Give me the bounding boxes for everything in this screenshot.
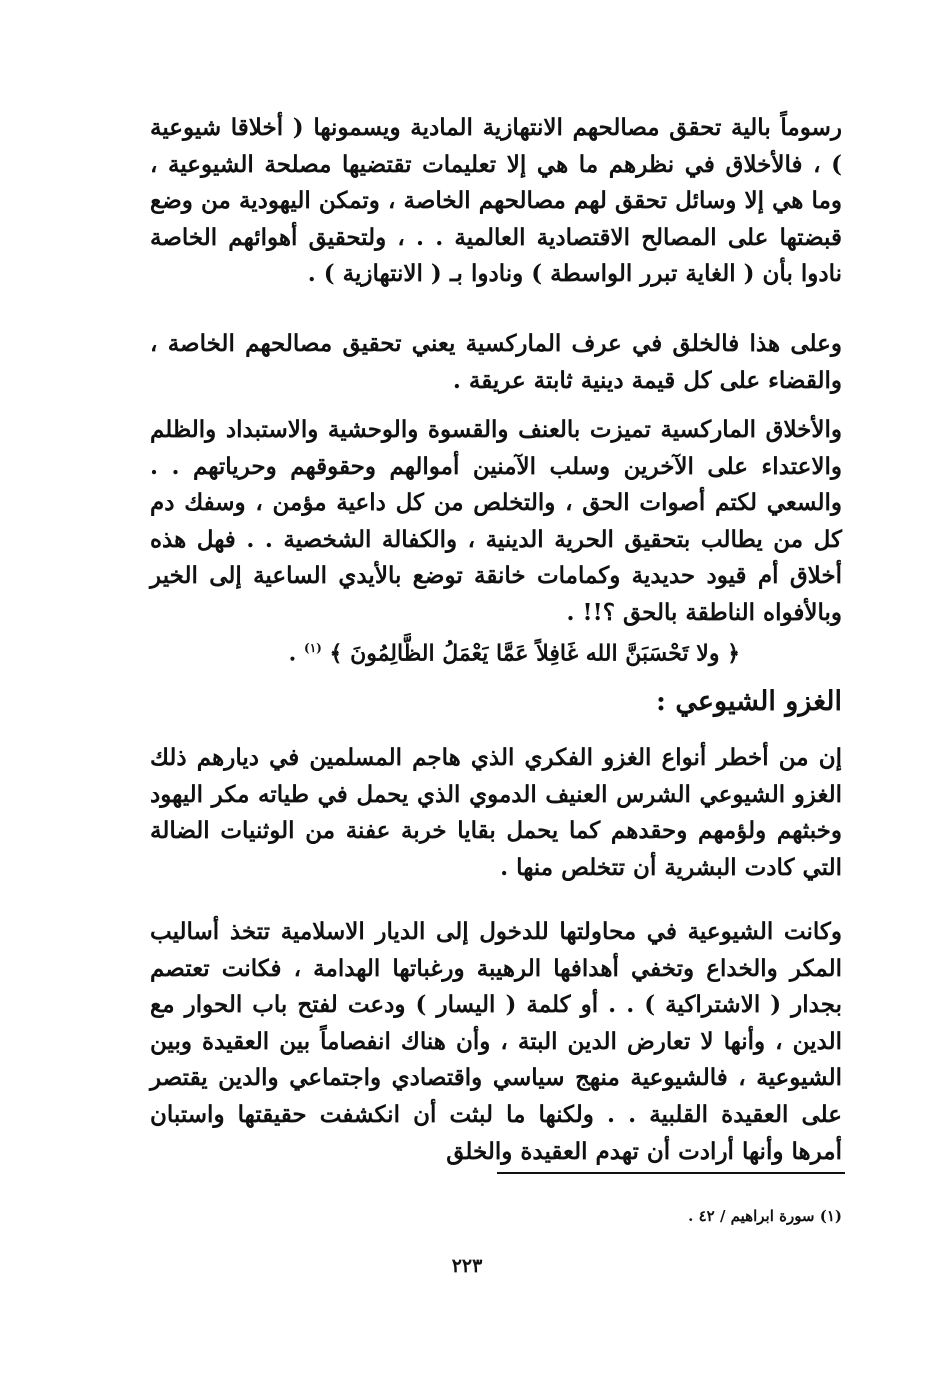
quran-verse	[150, 628, 740, 673]
footnote: (١) سورة ابراهيم / ٤٢ .	[688, 1207, 842, 1225]
paragraph-4: إن من أخطر أنواع الغزو الفكري الذي هاجم المسلمين في ديارهم ذلك الغزو الشيوعي الشرس العنيف الدموي الذي يحمل في طياته مكر اليهود وخبثهم ولؤمهم وحقدهم كما يحمل بقايا خربة عفنة من الوثنيات الضالة التي كادت البشرية أن تتخلص منها .	[150, 744, 842, 881]
verse-text: ﴿ ولا تَحْسَبَنَّ الله غَافِلاً عَمَّا يَعْمَلُ الظَّالِمُونَ ﴾	[329, 640, 740, 667]
paragraph-2: وعلى هذا فالخلق في عرف الماركسية يعني تحقيق مصالحهم الخاصة ، والقضاء على كل قيمة دينية ثابتة عريقة .	[150, 330, 842, 394]
section-heading: الغزو الشيوعي :	[656, 686, 842, 717]
paragraph-1: رسوماً بالية تحقق مصالحهم الانتهازية المادية ويسمونها ( أخلاقا شيوعية ) ، فالأخلاق في نظرهم ما هي إلا تعليمات تقتضيها مصلحة الشيوعية ، وما هي إلا وسائل تحقق لهم مصالحهم الخاصة ، وتمكن اليهودية من وضع قبضتها على المصالح الاقتصادية العالمية . . ، ولتحقيق أهوائهم الخاصة نادوا بأن ( الغاية تبرر الواسطة ) ونادوا بـ ( الانتهازية ) .	[150, 114, 842, 288]
footnote-divider	[497, 1172, 845, 1174]
page-number: ٢٢٣	[451, 1255, 483, 1277]
paragraph-5: وكانت الشيوعية في محاولتها للدخول إلى الديار الاسلامية تتخذ أساليب المكر والخداع وتخفي أهدافها الرهيبة ورغباتها الهدامة ، فكانت تعتصم بجدار ( الاشتراكية ) . . أو كلمة ( اليسار ) ودعت لفتح باب الحوار مع الدين ، وأنها لا تعارض الدين البتة ، وأن هناك انفصاماً بين العقيدة وبين الشيوعية ، فالشيوعية منهج سياسي واقتصادي واجتماعي والدين يقتصر على العقيدة القلبية . . ولكنها ما لبثت أن انكشفت حقيقتها واستبان أمرها وأنها أرادت أن تهدم العقيدة والخلق	[150, 918, 842, 1165]
paragraph-3: والأخلاق الماركسية تميزت بالعنف والقسوة والوحشية والاستبداد والظلم والاعتداء على الآخرين وسلب الآمنين أموالهم وحقوقهم وحرياتهم . . والسعي لكتم أصوات الحق ، والتخلص من كل داعية مؤمن ، وسفك دم كل من يطالب بتحقيق الحرية الدينية ، والكفالة الشخصية . . فهل هذه أخلاق أم قيود حديدية وكمامات خانقة توضع بالأيدي الساعية إلى الخير وبالأفواه الناطقة بالحق ؟!! .	[150, 416, 842, 626]
footnote-marker: (١)	[304, 641, 322, 655]
verse-end: .	[288, 640, 297, 667]
